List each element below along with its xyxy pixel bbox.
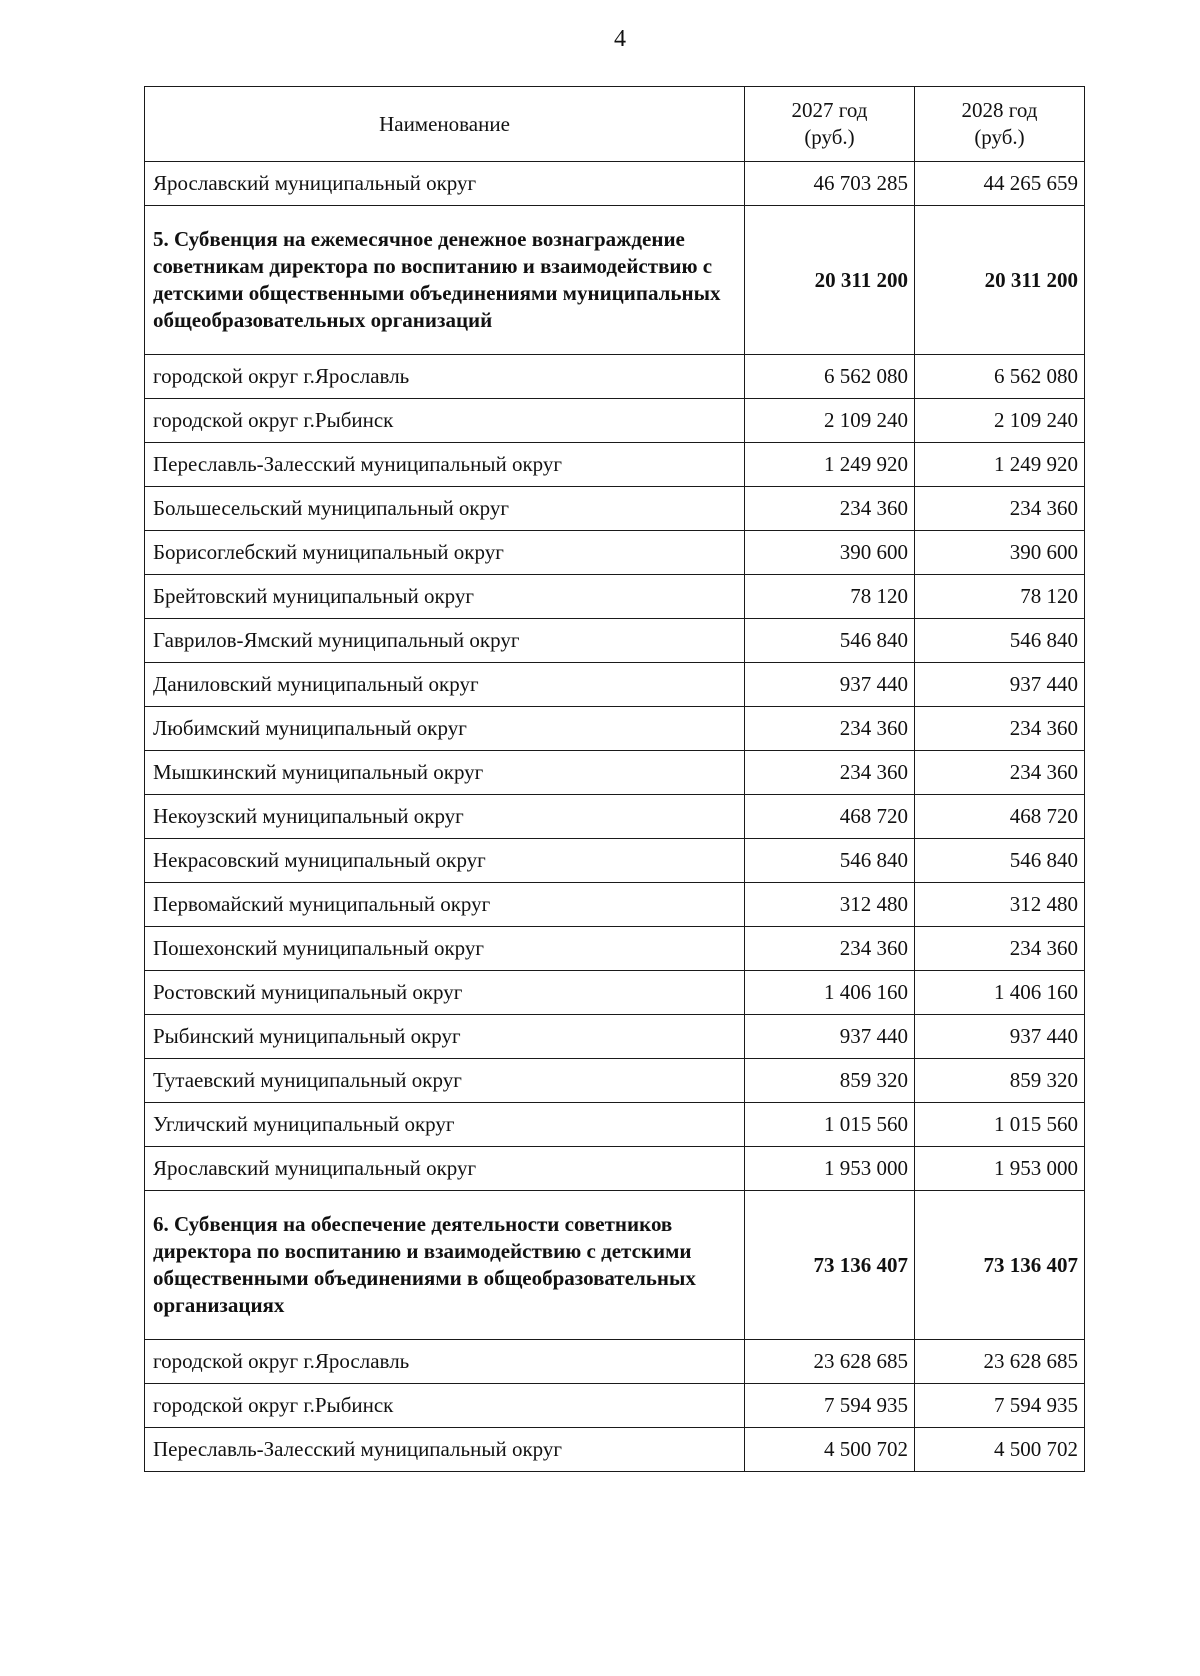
row-name: Пошехонский муниципальный округ [145, 927, 745, 971]
section-total-2027: 20 311 200 [745, 206, 915, 355]
table-row [145, 575, 1085, 619]
row-name: Большесельский муниципальный округ [145, 487, 745, 531]
table-row [145, 1147, 1085, 1191]
row-value-2028: 937 440 [915, 1015, 1085, 1059]
table-row [145, 1059, 1085, 1103]
row-value-2028: 234 360 [915, 487, 1085, 531]
row-name: Переславль-Залесский муниципальный округ [145, 1428, 745, 1472]
table-row [145, 531, 1085, 575]
row-value-2027: 6 562 080 [745, 355, 915, 399]
column-header-2027 [745, 87, 915, 162]
row-name: Ярославский муниципальный округ [145, 162, 745, 206]
row-value-2027: 390 600 [745, 531, 915, 575]
row-name: городской округ г.Ярославль [145, 1340, 745, 1384]
row-value-2027: 937 440 [745, 1015, 915, 1059]
section-row [145, 1191, 1085, 1340]
row-value-2028: 44 265 659 [915, 162, 1085, 206]
row-value-2028: 4 500 702 [915, 1428, 1085, 1472]
section-title: 6. Субвенция на обеспечение деятельности советников директора по воспитанию и взаимодействию с детскими общественными объединениями в общеобразовательных организациях [145, 1191, 745, 1340]
row-name: Некоузский муниципальный округ [145, 795, 745, 839]
column-header-2028-unit: (руб.) [974, 125, 1025, 149]
row-name: городской округ г.Рыбинск [145, 1384, 745, 1428]
row-name: Рыбинский муниципальный округ [145, 1015, 745, 1059]
row-value-2028: 7 594 935 [915, 1384, 1085, 1428]
row-name: городской округ г.Ярославль [145, 355, 745, 399]
table-row [145, 487, 1085, 531]
column-header-name: Наименование [145, 87, 745, 162]
row-value-2027: 7 594 935 [745, 1384, 915, 1428]
row-value-2027: 46 703 285 [745, 162, 915, 206]
row-value-2027: 234 360 [745, 487, 915, 531]
row-name: Угличский муниципальный округ [145, 1103, 745, 1147]
budget-table [144, 86, 1085, 1472]
column-header-2028 [915, 87, 1085, 162]
table-row [145, 1340, 1085, 1384]
row-value-2028: 23 628 685 [915, 1340, 1085, 1384]
row-value-2027: 546 840 [745, 839, 915, 883]
row-value-2028: 390 600 [915, 531, 1085, 575]
row-value-2027: 312 480 [745, 883, 915, 927]
row-name: Ростовский муниципальный округ [145, 971, 745, 1015]
section-total-2027: 73 136 407 [745, 1191, 915, 1340]
row-value-2027: 546 840 [745, 619, 915, 663]
row-value-2028: 1 406 160 [915, 971, 1085, 1015]
row-name: Брейтовский муниципальный округ [145, 575, 745, 619]
row-value-2027: 1 953 000 [745, 1147, 915, 1191]
row-value-2027: 937 440 [745, 663, 915, 707]
row-value-2028: 546 840 [915, 839, 1085, 883]
table-row [145, 162, 1085, 206]
row-name: Ярославский муниципальный округ [145, 1147, 745, 1191]
table-row [145, 927, 1085, 971]
table-row [145, 883, 1085, 927]
table-row [145, 751, 1085, 795]
section-row [145, 206, 1085, 355]
row-value-2028: 234 360 [915, 927, 1085, 971]
row-value-2027: 234 360 [745, 927, 915, 971]
row-value-2027: 859 320 [745, 1059, 915, 1103]
row-value-2027: 1 249 920 [745, 443, 915, 487]
row-value-2027: 78 120 [745, 575, 915, 619]
row-value-2027: 1 406 160 [745, 971, 915, 1015]
row-name: Переславль-Залесский муниципальный округ [145, 443, 745, 487]
table-header-row [145, 87, 1085, 162]
row-value-2028: 234 360 [915, 707, 1085, 751]
column-header-2027-unit: (руб.) [804, 125, 855, 149]
row-name: Гаврилов-Ямский муниципальный округ [145, 619, 745, 663]
row-value-2028: 859 320 [915, 1059, 1085, 1103]
row-name: Борисоглебский муниципальный округ [145, 531, 745, 575]
row-value-2027: 1 015 560 [745, 1103, 915, 1147]
row-name: городской округ г.Рыбинск [145, 399, 745, 443]
row-value-2028: 312 480 [915, 883, 1085, 927]
row-value-2027: 2 109 240 [745, 399, 915, 443]
table-row [145, 355, 1085, 399]
table-row [145, 663, 1085, 707]
row-value-2028: 1 015 560 [915, 1103, 1085, 1147]
page-number: 4 [614, 26, 626, 52]
table-row [145, 795, 1085, 839]
table-row [145, 1015, 1085, 1059]
row-value-2027: 4 500 702 [745, 1428, 915, 1472]
row-value-2027: 23 628 685 [745, 1340, 915, 1384]
row-value-2028: 1 953 000 [915, 1147, 1085, 1191]
row-name: Мышкинский муниципальный округ [145, 751, 745, 795]
row-value-2028: 937 440 [915, 663, 1085, 707]
table-row [145, 707, 1085, 751]
section-title: 5. Субвенция на ежемесячное денежное вознаграждение советникам директора по воспитанию и взаимодействию с детскими общественными объединениями муниципальных общеобразовательных организаций [145, 206, 745, 355]
table-row [145, 1103, 1085, 1147]
row-name: Даниловский муниципальный округ [145, 663, 745, 707]
row-name: Первомайский муниципальный округ [145, 883, 745, 927]
row-value-2027: 468 720 [745, 795, 915, 839]
row-value-2028: 1 249 920 [915, 443, 1085, 487]
table-row [145, 839, 1085, 883]
table-row [145, 399, 1085, 443]
column-header-2028-year: 2028 год [961, 98, 1038, 122]
table-row [145, 1384, 1085, 1428]
row-value-2028: 468 720 [915, 795, 1085, 839]
section-total-2028: 20 311 200 [915, 206, 1085, 355]
row-value-2028: 234 360 [915, 751, 1085, 795]
table-row [145, 443, 1085, 487]
row-value-2028: 546 840 [915, 619, 1085, 663]
table-row [145, 1428, 1085, 1472]
row-value-2027: 234 360 [745, 707, 915, 751]
row-value-2028: 6 562 080 [915, 355, 1085, 399]
column-header-2027-year: 2027 год [791, 98, 868, 122]
section-total-2028: 73 136 407 [915, 1191, 1085, 1340]
row-name: Любимский муниципальный округ [145, 707, 745, 751]
row-name: Некрасовский муниципальный округ [145, 839, 745, 883]
row-name: Тутаевский муниципальный округ [145, 1059, 745, 1103]
row-value-2028: 78 120 [915, 575, 1085, 619]
table-row [145, 971, 1085, 1015]
row-value-2028: 2 109 240 [915, 399, 1085, 443]
row-value-2027: 234 360 [745, 751, 915, 795]
table-row [145, 619, 1085, 663]
